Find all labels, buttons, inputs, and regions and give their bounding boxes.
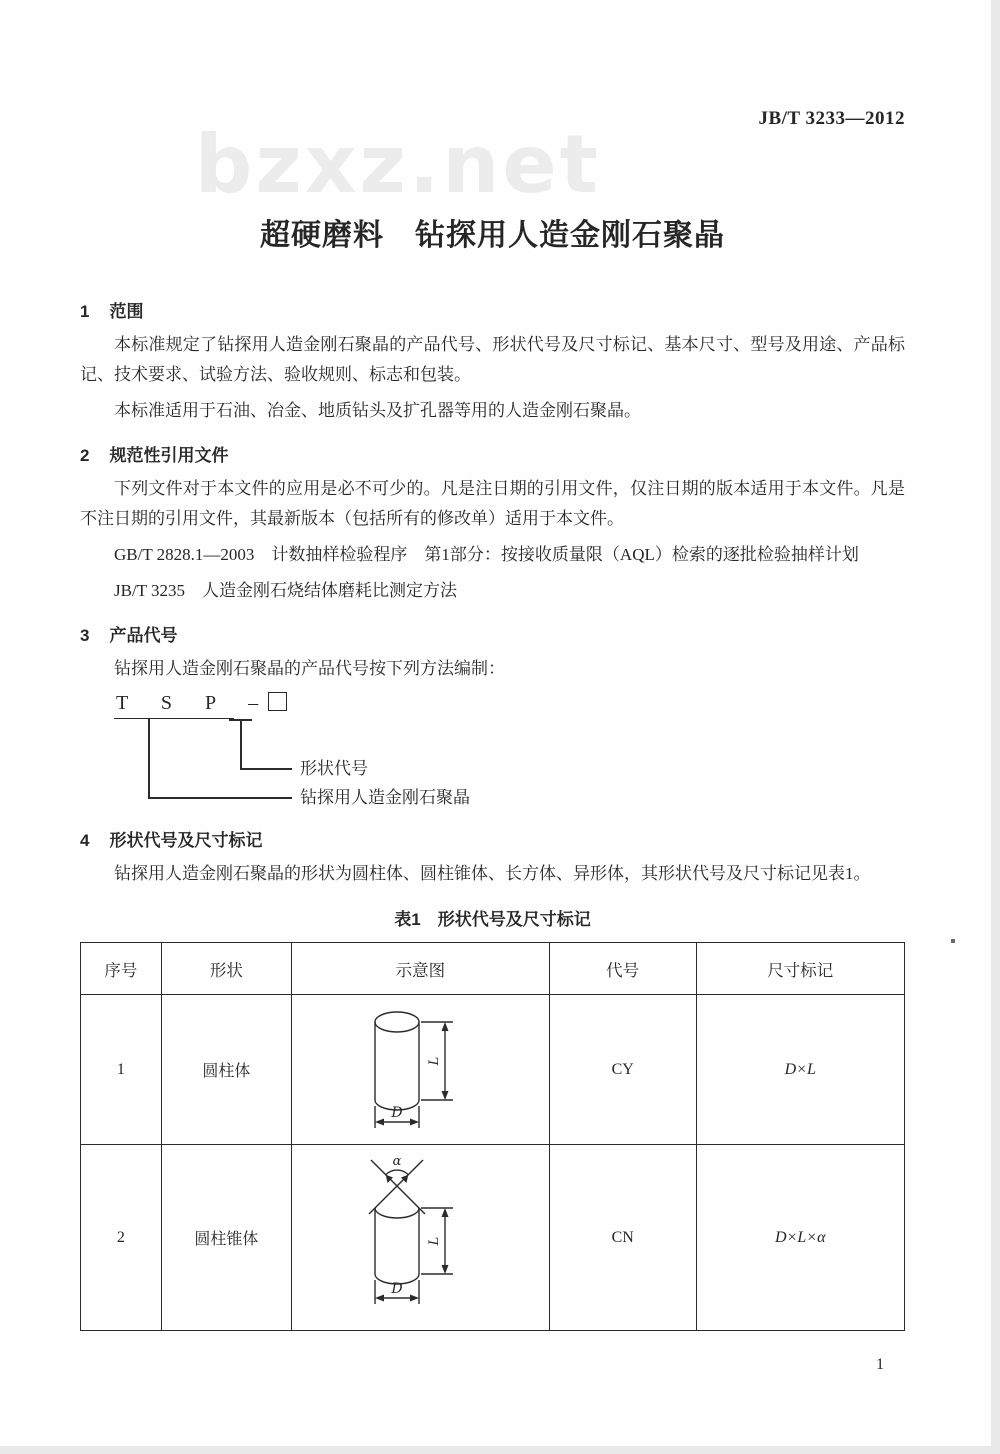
paragraph: 本标准规定了钻探用人造金刚石聚晶的产品代号、形状代号及尺寸标记、基本尺寸、型号及用途、产品标记、技术要求、试验方法、验收规则、标志和包装。 — [80, 335, 905, 384]
paragraph: 钻探用人造金刚石聚晶的形状为圆柱体、圆柱锥体、长方体、异形体，其形状代号及尺寸标记见表1。 — [114, 864, 871, 883]
table-caption: 表1 形状代号及尺寸标记 — [394, 910, 591, 929]
section-title: 产品代号 — [109, 626, 178, 645]
paragraph: JB/T 3235 人造金刚石烧结体磨耗比测定方法 — [114, 581, 458, 600]
cell-shape: 圆柱体 — [161, 995, 291, 1145]
page-number: 1 — [876, 1356, 884, 1373]
shape-code-box — [268, 692, 287, 711]
table-row — [81, 1145, 905, 1331]
shape-code-table — [80, 942, 905, 1331]
paragraph: 钻探用人造金刚石聚晶的产品代号按下列方法编制： — [114, 659, 505, 678]
dim-label-D: D — [391, 1104, 404, 1121]
col-header-index: 序号 — [81, 943, 162, 995]
section-heading-1 — [80, 300, 905, 324]
section-heading-4 — [80, 829, 905, 853]
product-label: 钻探用人造金刚石聚晶 — [300, 788, 470, 807]
section-heading-2 — [80, 444, 905, 468]
cell-size-mark: D×L×α — [696, 1145, 904, 1331]
connector-line-product-horizontal — [148, 797, 292, 799]
connector-line-product-vertical — [148, 718, 150, 798]
cylinder-diagram — [345, 1000, 495, 1140]
connector-line-shape-vertical — [240, 720, 242, 769]
watermark: bzxz.net — [195, 118, 601, 211]
section-number: 3 — [80, 626, 90, 645]
section-number: 1 — [80, 302, 90, 321]
doc-number: JB/T 3233—2012 — [758, 108, 905, 129]
cell-code: CY — [549, 995, 696, 1145]
scan-edge-bottom — [0, 1446, 1000, 1454]
dim-label-alpha: α — [393, 1153, 402, 1169]
col-header-code: 代号 — [549, 943, 696, 995]
product-code-dash: – — [248, 692, 259, 714]
paragraph: 本标准适用于石油、冶金、地质钻头及扩孔器等用的人造金刚石聚晶。 — [114, 401, 641, 420]
shape-code-label: 形状代号 — [300, 759, 368, 778]
cell-diagram — [291, 995, 549, 1145]
section-title: 形状代号及尺寸标记 — [109, 831, 263, 850]
cell-index: 1 — [81, 995, 162, 1145]
dim-label-L: L — [427, 1236, 443, 1245]
table-header-row — [81, 943, 905, 995]
col-header-size-mark: 尺寸标记 — [696, 943, 904, 995]
col-header-diagram: 示意图 — [291, 943, 549, 995]
cell-index: 2 — [81, 1145, 162, 1331]
section-number: 4 — [80, 831, 90, 850]
col-header-shape: 形状 — [161, 943, 291, 995]
section-heading-3 — [80, 624, 905, 648]
paragraph: 下列文件对于本文件的应用是必不可少的。凡是注日期的引用文件，仅注日期的版本适用于本文件。凡是不注日期的引用文件，其最新版本（包括所有的修改单）适用于本文件。 — [80, 479, 905, 528]
connector-line-shape-horizontal — [240, 768, 292, 770]
dim-label-L: L — [427, 1056, 443, 1065]
product-code-diagram — [80, 690, 905, 825]
dim-label-D: D — [391, 1280, 404, 1297]
section-number: 2 — [80, 446, 90, 465]
section-title: 范围 — [109, 302, 144, 321]
section-title: 规范性引用文件 — [109, 446, 229, 465]
cylinder-cone-diagram — [345, 1152, 495, 1324]
paragraph: GB/T 2828.1—2003 计数抽样检验程序 第1部分：按接收质量限（AQL）检索的逐批检验抽样计划 — [114, 545, 859, 564]
cell-code: CN — [549, 1145, 696, 1331]
table-row — [81, 995, 905, 1145]
product-code-letters: T S P — [114, 690, 234, 719]
page-title: 超硬磨料 钻探用人造金刚石聚晶 — [260, 219, 725, 252]
cell-size-mark: D×L — [696, 995, 904, 1145]
cell-diagram — [291, 1145, 549, 1331]
cell-shape: 圆柱锥体 — [161, 1145, 291, 1331]
product-code-line — [114, 690, 287, 719]
